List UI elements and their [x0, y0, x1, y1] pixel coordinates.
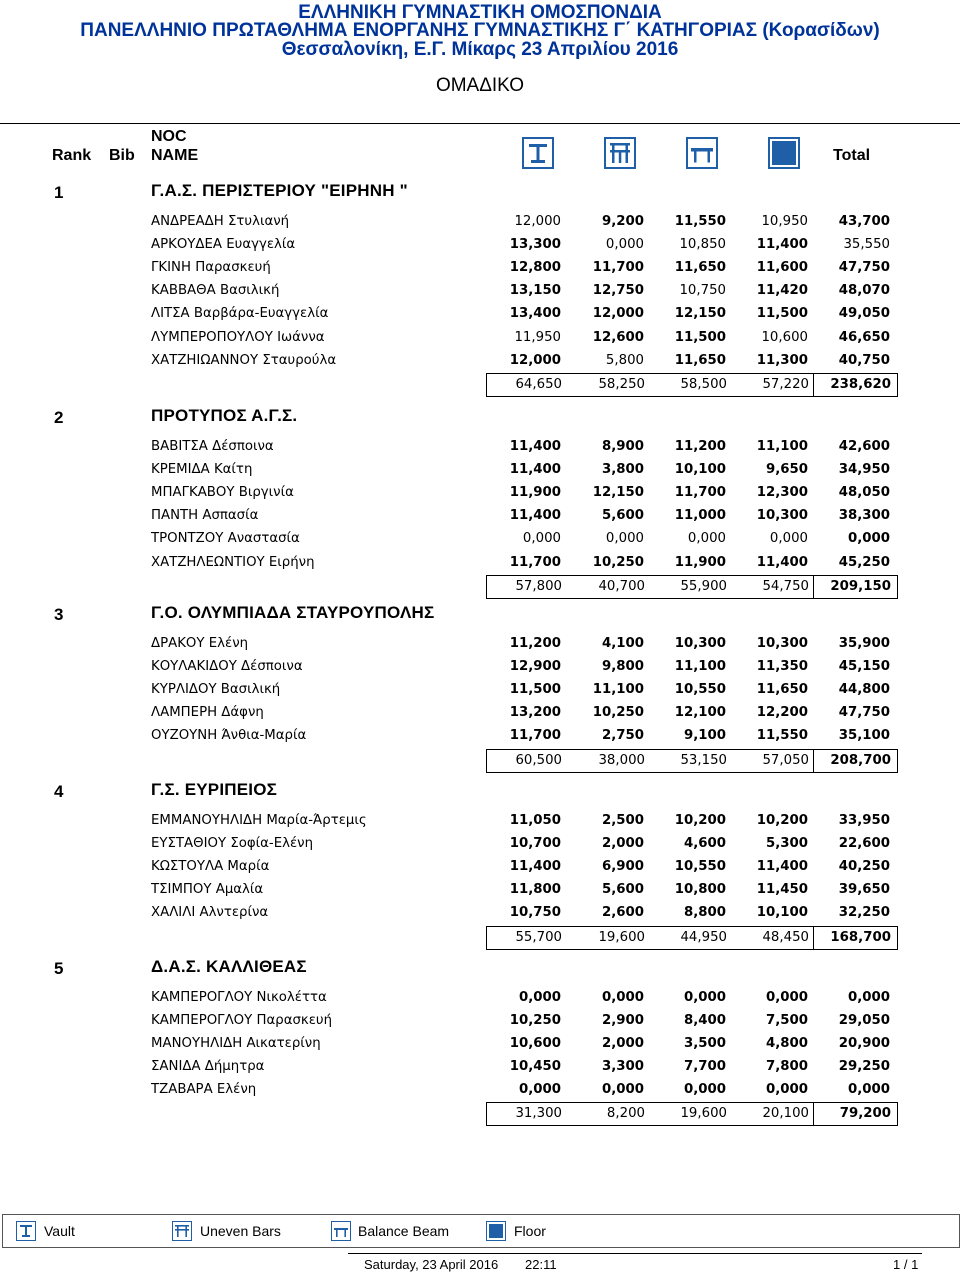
athlete-total: 43,700	[838, 214, 890, 229]
apparatus-score: 0,000	[518, 1082, 561, 1097]
team-apparatus-total: 38,000	[598, 753, 645, 768]
apparatus-score: 11,900	[674, 555, 726, 570]
apparatus-score: 12,300	[756, 485, 808, 500]
team-apparatus-total: 58,500	[680, 377, 727, 392]
team-apparatus-total: 20,100	[762, 1106, 809, 1121]
apparatus-score: 11,700	[509, 555, 561, 570]
apparatus-score: 0,000	[605, 237, 644, 252]
athlete-total: 0,000	[847, 1082, 890, 1097]
apparatus-score: 0,000	[601, 990, 644, 1005]
header-rule	[0, 123, 960, 124]
athlete-total: 34,950	[838, 462, 890, 477]
athlete-name: ΧΑΤΖΗΛΕΩΝΤΙΟΥ Ειρήνη	[151, 555, 315, 570]
athlete-name: ΤΣΙΜΠΟΥ Αμαλία	[151, 882, 264, 897]
apparatus-score: 0,000	[522, 531, 561, 546]
apparatus-score: 10,100	[756, 905, 808, 920]
apparatus-score: 12,900	[509, 659, 561, 674]
team-totals-row	[486, 1102, 898, 1126]
athlete-row	[0, 328, 960, 348]
name-header: NAME	[151, 147, 199, 164]
team-apparatus-total: 55,900	[680, 579, 727, 594]
athlete-row	[0, 506, 960, 526]
athlete-total: 29,250	[838, 1059, 890, 1074]
team-name: Γ.Α.Σ. ΠΕΡΙΣΤΕΡΙΟΥ "ΕΙΡΗΝΗ "	[151, 181, 408, 200]
total-separator	[813, 374, 814, 396]
apparatus-score: 13,300	[509, 237, 561, 252]
venue-date: Θεσσαλονίκη, Ε.Γ. Μίκαρς 23 Απριλίου 2016	[281, 39, 679, 60]
category-title: ΟΜΑΔΙΚΟ	[435, 75, 525, 96]
team-totals-row	[486, 749, 898, 773]
athlete-row	[0, 304, 960, 324]
athlete-row	[0, 657, 960, 677]
team-apparatus-total: 19,600	[598, 930, 645, 945]
athlete-row	[0, 460, 960, 480]
apparatus-score: 3,500	[683, 1036, 726, 1051]
athlete-total: 48,070	[838, 283, 890, 298]
apparatus-score: 0,000	[605, 531, 644, 546]
apparatus-score: 11,420	[756, 283, 808, 298]
apparatus-score: 11,700	[509, 728, 561, 743]
team-apparatus-total: 44,950	[680, 930, 727, 945]
athlete-name: ΒΑΒΙΤΣΑ Δέσποινα	[151, 439, 274, 454]
apparatus-score: 12,000	[514, 214, 561, 229]
apparatus-score: 0,000	[683, 1082, 726, 1097]
team-apparatus-total: 57,800	[515, 579, 562, 594]
athlete-row	[0, 811, 960, 831]
apparatus-score: 10,300	[674, 636, 726, 651]
apparatus-score: 13,150	[509, 283, 561, 298]
athlete-row	[0, 483, 960, 503]
apparatus-score: 11,300	[756, 353, 808, 368]
team-apparatus-total: 58,250	[598, 377, 645, 392]
apparatus-score: 4,800	[765, 1036, 808, 1051]
athlete-name: ΚΟΥΛΑΚΙΔΟΥ Δέσποινα	[151, 659, 303, 674]
uneven-bars-icon	[604, 137, 636, 169]
athlete-name: ΛΑΜΠΕΡΗ Δάφνη	[151, 705, 264, 720]
team-rank: 2	[54, 408, 64, 427]
team-apparatus-total: 60,500	[515, 753, 562, 768]
team-total: 209,150	[830, 579, 891, 594]
athlete-total: 44,800	[838, 682, 890, 697]
athlete-name: ΜΑΝΟΥΗΛΙΔΗ Αικατερίνη	[151, 1036, 321, 1051]
athlete-total: 0,000	[847, 531, 890, 546]
team-total: 79,200	[839, 1106, 891, 1121]
athlete-name: ΚΑΜΠΕΡΟΓΛΟΥ Παρασκευή	[151, 1013, 333, 1028]
team-total: 238,620	[830, 377, 891, 392]
apparatus-score: 10,250	[592, 555, 644, 570]
apparatus-score: 11,450	[756, 882, 808, 897]
team-rank: 4	[54, 782, 64, 801]
bib-header: Bib	[109, 147, 135, 164]
athlete-row	[0, 281, 960, 301]
apparatus-score: 5,800	[605, 353, 644, 368]
athlete-row	[0, 529, 960, 549]
athlete-name: ΚΑΒΒΑΘΑ Βασιλική	[151, 283, 280, 298]
athlete-name: ΚΑΜΠΕΡΟΓΛΟΥ Νικολέττα	[151, 990, 327, 1005]
apparatus-score: 11,400	[756, 859, 808, 874]
apparatus-score: 0,000	[683, 990, 726, 1005]
noc-header: NOC	[151, 128, 187, 145]
team-apparatus-total: 57,050	[762, 753, 809, 768]
athlete-row	[0, 1011, 960, 1031]
apparatus-score: 12,000	[509, 353, 561, 368]
athlete-name: ΕΜΜΑΝΟΥΗΛΙΔΗ Μαρία-Άρτεμις	[151, 813, 367, 828]
uneven-bars-icon	[172, 1221, 192, 1241]
apparatus-score: 13,200	[509, 705, 561, 720]
apparatus-score: 11,400	[509, 859, 561, 874]
apparatus-score: 10,250	[592, 705, 644, 720]
athlete-total: 35,900	[838, 636, 890, 651]
athlete-name: ΧΑΤΖΗΙΩΑΝΝΟΥ Σταυρούλα	[151, 353, 337, 368]
apparatus-score: 11,000	[674, 508, 726, 523]
athlete-row	[0, 212, 960, 232]
apparatus-score: 11,100	[756, 439, 808, 454]
apparatus-score: 11,500	[674, 330, 726, 345]
apparatus-score: 4,600	[683, 836, 726, 851]
apparatus-score: 10,700	[509, 836, 561, 851]
athlete-row	[0, 634, 960, 654]
athlete-row	[0, 1057, 960, 1077]
apparatus-score: 5,300	[765, 836, 808, 851]
athlete-name: ΚΥΡΛΙΔΟΥ Βασιλική	[151, 682, 281, 697]
apparatus-score: 8,400	[683, 1013, 726, 1028]
apparatus-score: 13,400	[509, 306, 561, 321]
athlete-total: 33,950	[838, 813, 890, 828]
athlete-name: ΑΡΚΟΥΔΕΑ Ευαγγελία	[151, 237, 296, 252]
apparatus-score: 12,150	[592, 485, 644, 500]
apparatus-score: 10,850	[679, 237, 726, 252]
athlete-total: 20,900	[838, 1036, 890, 1051]
apparatus-score: 12,150	[674, 306, 726, 321]
team-rank: 5	[54, 959, 64, 978]
athlete-total: 29,050	[838, 1013, 890, 1028]
athlete-name: ΣΑΝΙΔΑ Δήμητρα	[151, 1059, 265, 1074]
apparatus-score: 4,100	[601, 636, 644, 651]
apparatus-score: 2,000	[601, 836, 644, 851]
balance-beam-icon	[686, 137, 718, 169]
athlete-total: 42,600	[838, 439, 890, 454]
athlete-name: ΔΡΑΚΟΥ Ελένη	[151, 636, 249, 651]
athlete-total: 35,550	[843, 237, 890, 252]
vault-icon	[16, 1221, 36, 1241]
total-separator	[813, 1103, 814, 1125]
apparatus-score: 11,950	[514, 330, 561, 345]
apparatus-score: 11,100	[592, 682, 644, 697]
apparatus-score: 11,500	[509, 682, 561, 697]
athlete-row	[0, 834, 960, 854]
total-separator	[813, 750, 814, 772]
apparatus-score: 10,600	[761, 330, 808, 345]
athlete-total: 32,250	[838, 905, 890, 920]
apparatus-score: 2,750	[601, 728, 644, 743]
athlete-name: ΧΑΛΙΛΙ Αλντερίνα	[151, 905, 269, 920]
team-apparatus-total: 31,300	[515, 1106, 562, 1121]
apparatus-score: 3,300	[601, 1059, 644, 1074]
apparatus-score: 11,400	[756, 555, 808, 570]
athlete-total: 48,050	[838, 485, 890, 500]
team-rank: 1	[54, 183, 64, 202]
athlete-total: 46,650	[838, 330, 890, 345]
apparatus-score: 8,900	[601, 439, 644, 454]
athlete-total: 40,750	[838, 353, 890, 368]
apparatus-score: 11,650	[756, 682, 808, 697]
team-apparatus-total: 64,650	[515, 377, 562, 392]
athlete-row	[0, 726, 960, 746]
apparatus-score: 11,600	[756, 260, 808, 275]
apparatus-score: 0,000	[687, 531, 726, 546]
apparatus-score: 7,500	[765, 1013, 808, 1028]
apparatus-score: 10,600	[509, 1036, 561, 1051]
athlete-total: 45,150	[838, 659, 890, 674]
apparatus-score: 8,800	[683, 905, 726, 920]
floor-icon	[768, 137, 800, 169]
apparatus-score: 11,400	[509, 508, 561, 523]
apparatus-score: 10,750	[679, 283, 726, 298]
athlete-total: 40,250	[838, 859, 890, 874]
athlete-total: 0,000	[847, 990, 890, 1005]
total-separator	[813, 576, 814, 598]
apparatus-score: 7,800	[765, 1059, 808, 1074]
apparatus-score: 10,450	[509, 1059, 561, 1074]
apparatus-score: 10,200	[756, 813, 808, 828]
total-header: Total	[833, 147, 871, 164]
athlete-row	[0, 880, 960, 900]
apparatus-score: 12,000	[592, 306, 644, 321]
team-name: ΠΡΟΤΥΠΟΣ Α.Γ.Σ.	[151, 406, 298, 425]
athlete-row	[0, 437, 960, 457]
apparatus-score: 10,300	[756, 508, 808, 523]
apparatus-score: 9,200	[601, 214, 644, 229]
team-apparatus-total: 55,700	[515, 930, 562, 945]
athlete-total: 45,250	[838, 555, 890, 570]
apparatus-score: 10,200	[674, 813, 726, 828]
apparatus-score: 11,550	[756, 728, 808, 743]
team-rank: 3	[54, 605, 64, 624]
team-totals-row	[486, 373, 898, 397]
athlete-row	[0, 680, 960, 700]
apparatus-score: 11,100	[674, 659, 726, 674]
apparatus-score: 11,400	[509, 462, 561, 477]
team-totals-row	[486, 575, 898, 599]
footer-time: 22:11	[525, 1257, 557, 1272]
apparatus-legend	[2, 1214, 960, 1248]
apparatus-score: 12,750	[592, 283, 644, 298]
balance-beam-icon	[331, 1221, 351, 1241]
athlete-name: ΤΖΑΒΑΡΑ Ελένη	[151, 1082, 257, 1097]
athlete-name: ΛΥΜΠΕΡΟΠΟΥΛΟΥ Ιωάννα	[151, 330, 325, 345]
apparatus-score: 11,500	[756, 306, 808, 321]
apparatus-score: 11,700	[674, 485, 726, 500]
apparatus-score: 12,100	[674, 705, 726, 720]
athlete-row	[0, 235, 960, 255]
athlete-row	[0, 988, 960, 1008]
athlete-total: 47,750	[838, 705, 890, 720]
athlete-total: 39,650	[838, 882, 890, 897]
apparatus-score: 12,200	[756, 705, 808, 720]
apparatus-score: 11,650	[674, 353, 726, 368]
team-total: 168,700	[830, 930, 891, 945]
team-apparatus-total: 57,220	[762, 377, 809, 392]
team-total: 208,700	[830, 753, 891, 768]
apparatus-score: 11,700	[592, 260, 644, 275]
team-apparatus-total: 8,200	[606, 1106, 645, 1121]
footer-date: Saturday, 23 April 2016	[364, 1257, 499, 1272]
apparatus-score: 9,650	[765, 462, 808, 477]
apparatus-score: 9,800	[601, 659, 644, 674]
apparatus-score: 0,000	[769, 531, 808, 546]
legend-floor-label: Floor	[514, 1223, 546, 1239]
apparatus-score: 11,900	[509, 485, 561, 500]
team-apparatus-total: 54,750	[762, 579, 809, 594]
apparatus-score: 10,550	[674, 682, 726, 697]
apparatus-score: 12,800	[509, 260, 561, 275]
apparatus-score: 6,900	[601, 859, 644, 874]
legend-uneven-bars-label: Uneven Bars	[200, 1223, 281, 1239]
apparatus-score: 10,750	[509, 905, 561, 920]
legend-vault-label: Vault	[44, 1223, 75, 1239]
athlete-row	[0, 1080, 960, 1100]
apparatus-score: 0,000	[601, 1082, 644, 1097]
rank-header: Rank	[52, 147, 92, 164]
athlete-row	[0, 857, 960, 877]
athlete-name: ΛΙΤΣΑ Βαρβάρα-Ευαγγελία	[151, 306, 329, 321]
apparatus-score: 11,200	[674, 439, 726, 454]
apparatus-score: 5,600	[601, 508, 644, 523]
team-apparatus-total: 48,450	[762, 930, 809, 945]
team-name: Γ.Σ. ΕΥΡΙΠΕΙΟΣ	[151, 780, 278, 799]
athlete-row	[0, 703, 960, 723]
athlete-total: 47,750	[838, 260, 890, 275]
athlete-row	[0, 351, 960, 371]
athlete-name: ΚΡΕΜΙΔΑ Καίτη	[151, 462, 253, 477]
apparatus-score: 10,550	[674, 859, 726, 874]
apparatus-score: 3,800	[601, 462, 644, 477]
vault-icon	[522, 137, 554, 169]
apparatus-score: 11,400	[756, 237, 808, 252]
athlete-row	[0, 903, 960, 923]
athlete-name: ΓΚΙΝΗ Παρασκευή	[151, 260, 271, 275]
apparatus-score: 10,100	[674, 462, 726, 477]
athlete-row	[0, 258, 960, 278]
athlete-total: 49,050	[838, 306, 890, 321]
apparatus-score: 2,600	[601, 905, 644, 920]
apparatus-score: 7,700	[683, 1059, 726, 1074]
federation-title: ΕΛΛΗΝΙΚΗ ΓΥΜΝΑΣΤΙΚΗ ΟΜΟΣΠΟΝΔΙΑ	[298, 2, 662, 23]
apparatus-score: 11,050	[509, 813, 561, 828]
team-apparatus-total: 19,600	[680, 1106, 727, 1121]
athlete-row	[0, 1034, 960, 1054]
apparatus-score: 2,900	[601, 1013, 644, 1028]
apparatus-score: 0,000	[765, 1082, 808, 1097]
apparatus-score: 0,000	[518, 990, 561, 1005]
apparatus-score: 11,800	[509, 882, 561, 897]
apparatus-score: 2,500	[601, 813, 644, 828]
athlete-name: ΑΝΔΡΕΑΔΗ Στυλιανή	[151, 214, 290, 229]
apparatus-score: 0,000	[765, 990, 808, 1005]
athlete-name: ΠΑΝΤΗ Ασπασία	[151, 508, 259, 523]
apparatus-score: 10,300	[756, 636, 808, 651]
apparatus-score: 9,100	[683, 728, 726, 743]
athlete-name: ΜΠΑΓΚΑΒΟΥ Βιργινία	[151, 485, 294, 500]
apparatus-score: 12,600	[592, 330, 644, 345]
athlete-total: 22,600	[838, 836, 890, 851]
apparatus-score: 10,950	[761, 214, 808, 229]
team-name: Δ.Α.Σ. ΚΑΛΛΙΘΕΑΣ	[151, 957, 307, 976]
apparatus-score: 10,800	[674, 882, 726, 897]
apparatus-score: 11,550	[674, 214, 726, 229]
floor-icon	[486, 1221, 506, 1241]
team-totals-row	[486, 926, 898, 950]
apparatus-score: 11,350	[756, 659, 808, 674]
athlete-name: ΕΥΣΤΑΘΙΟΥ Σοφία-Ελένη	[151, 836, 314, 851]
team-apparatus-total: 53,150	[680, 753, 727, 768]
footer-rule	[348, 1253, 922, 1254]
apparatus-score: 2,000	[601, 1036, 644, 1051]
athlete-name: ΤΡΟΝΤΖΟΥ Αναστασία	[151, 531, 300, 546]
athlete-total: 35,100	[838, 728, 890, 743]
total-separator	[813, 927, 814, 949]
championship-title: ΠΑΝΕΛΛΗΝΙΟ ΠΡΩΤΑΘΛΗΜΑ ΕΝΟΡΓΑΝΗΣ ΓΥΜΝΑΣΤΙΚΗΣ Γ΄ ΚΑΤΗΓΟΡΙΑΣ (Κορασίδων)	[80, 20, 880, 41]
athlete-name: ΟΥΖΟΥΝΗ Άνθια-Μαρία	[151, 728, 307, 743]
athlete-total: 38,300	[838, 508, 890, 523]
legend-balance-beam-label: Balance Beam	[358, 1223, 450, 1239]
apparatus-score: 11,400	[509, 439, 561, 454]
apparatus-score: 10,250	[509, 1013, 561, 1028]
athlete-name: ΚΩΣΤΟΥΛΑ Μαρία	[151, 859, 270, 874]
apparatus-score: 11,200	[509, 636, 561, 651]
apparatus-score: 11,650	[674, 260, 726, 275]
apparatus-score: 5,600	[601, 882, 644, 897]
team-apparatus-total: 40,700	[598, 579, 645, 594]
team-name: Γ.Ο. ΟΛΥΜΠΙΑΔΑ ΣΤΑΥΡΟΥΠΟΛΗΣ	[151, 603, 435, 622]
footer-page: 1 / 1	[893, 1257, 919, 1272]
athlete-row	[0, 553, 960, 573]
